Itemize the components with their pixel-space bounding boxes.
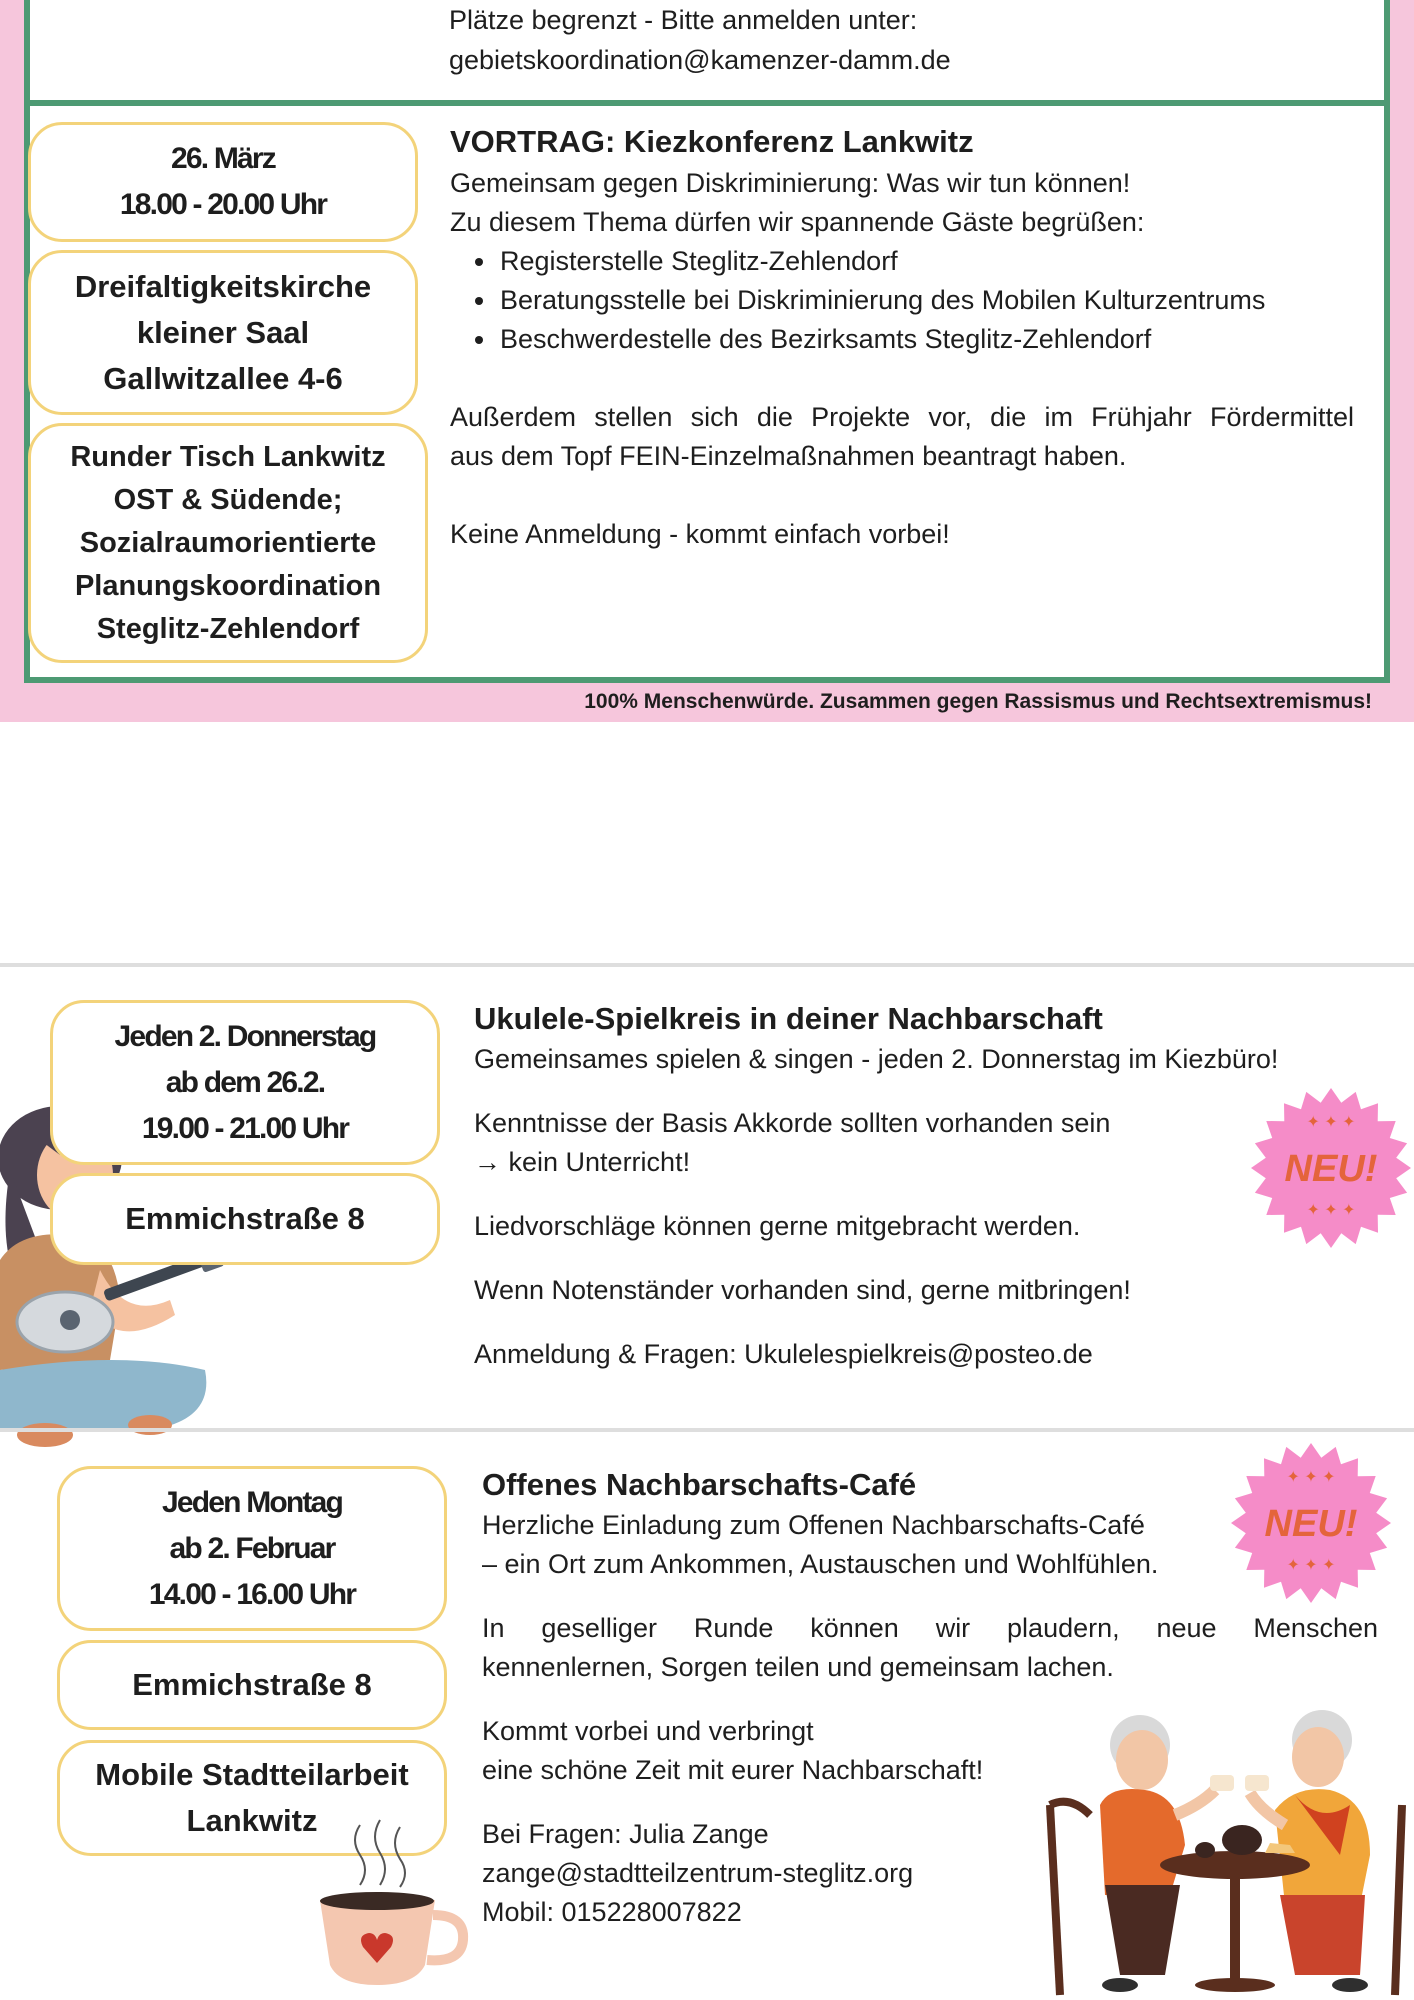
new-badge	[1228, 1440, 1394, 1606]
sparkle-icon: ✦ ✦ ✦	[1286, 1469, 1336, 1486]
event3-schedule-pill	[57, 1466, 447, 1631]
event2-stands-text: Wenn Notenständer vorhanden sind, gerne mitbringen!	[474, 1275, 1131, 1305]
event1-organizer-pill	[28, 423, 428, 663]
event1-details	[450, 120, 1354, 554]
guest-list-item: • Beratungsstelle bei Diskriminierung des Mobilen Kulturzentrums	[498, 281, 1354, 320]
event1-organizer-line: OST & Südende;	[113, 483, 343, 516]
event3-title: Offenes Nachbarschafts-Café	[482, 1467, 917, 1502]
event3-schedule-line: 14.00 - 16.00 Uhr	[148, 1577, 356, 1611]
new-badge-text: NEU!	[1264, 1503, 1358, 1546]
new-badge	[1248, 1085, 1414, 1251]
event3-contact-phone[interactable]: Mobil: 015228007822	[482, 1897, 742, 1927]
event3-organizer-line: Mobile Stadtteilarbeit	[95, 1757, 409, 1792]
event1-location-line: kleiner Saal	[136, 314, 310, 350]
registration-limit-text: Plätze begrenzt - Bitte anmelden unter:	[449, 5, 918, 35]
event3-round-text: In geselliger Runde können wir plaudern, neue Menschen	[482, 1613, 1378, 1643]
guest-list-item: • Registerstelle Steglitz-Zehlendorf	[498, 242, 1354, 281]
event3-invite-cont: – ein Ort zum Ankommen, Austauschen und Wohlfühlen.	[482, 1549, 1159, 1579]
event3-invite: Herzliche Einladung zum Offenen Nachbarschafts-Café	[482, 1510, 1145, 1540]
event1-time: 18.00 - 20.00 Uhr	[119, 188, 327, 221]
senior-women-coffee-illustration	[1050, 1695, 1414, 2000]
guest-list-item: • Beschwerdestelle des Bezirksamts Steglitz-Zehlendorf	[498, 320, 1354, 359]
event2-subtitle: Gemeinsames spielen & singen - jeden 2. Donnerstag im Kiezbüro!	[474, 1044, 1279, 1074]
coffee-cup-illustration	[315, 1815, 475, 1990]
event2-contact[interactable]: Anmeldung & Fragen: Ukulelespielkreis@posteo.de	[474, 1339, 1093, 1369]
event2-details	[474, 998, 1354, 1374]
event2-schedule-pill	[50, 1000, 440, 1165]
event2-songs-text: Liedvorschläge können gerne mitgebracht werden.	[474, 1211, 1081, 1241]
event2-location-pill	[50, 1173, 440, 1265]
event1-location-line: Dreifaltigkeitskirche	[74, 268, 372, 304]
event1-intro: Zu diesem Thema dürfen wir spannende Gäste begrüßen:	[450, 207, 1145, 237]
sparkle-icon: ✦ ✦ ✦	[1306, 1114, 1356, 1131]
frame-divider	[24, 100, 1390, 106]
event1-location-line: Gallwitzallee 4-6	[103, 360, 343, 396]
sparkle-icon: ✦ ✦ ✦	[1286, 1557, 1336, 1574]
event1-organizer-line: Planungskoordination	[74, 569, 382, 602]
event1-note: Keine Anmeldung - kommt einfach vorbei!	[450, 519, 950, 549]
event2-title: Ukulele-Spielkreis in deiner Nachbarschaft	[474, 1001, 1103, 1036]
event3-contact-email[interactable]: zange@stadtteilzentrum-steglitz.org	[482, 1858, 914, 1888]
section-separator	[0, 963, 1414, 967]
event2-requirements-note: → kein Unterricht!	[474, 1147, 691, 1177]
event3-location-pill	[57, 1640, 447, 1730]
section-separator	[0, 1428, 1414, 1432]
event1-location-pill	[28, 250, 418, 415]
new-badge-text: NEU!	[1284, 1148, 1378, 1191]
event1-projects-text: Außerdem stellen sich die Projekte vor, die im Frühjahr Fördermittel	[450, 402, 1354, 432]
event1-date-pill	[28, 122, 418, 242]
event3-contact-name: Bei Fragen: Julia Zange	[482, 1819, 769, 1849]
event1-date: 26. März	[171, 142, 275, 175]
registration-note	[449, 0, 951, 80]
event2-schedule-line: ab dem 26.2.	[165, 1065, 325, 1099]
event2-schedule-line: Jeden 2. Donnerstag	[114, 1019, 376, 1053]
slogan: 100% Menschenwürde. Zusammen gegen Rassismus und Rechtsextremismus!	[584, 690, 1372, 713]
event2-requirements: Kenntnisse der Basis Akkorde sollten vorhanden sein	[474, 1108, 1111, 1138]
event1-organizer-line: Steglitz-Zehlendorf	[96, 612, 360, 645]
event3-come-text-cont: eine schöne Zeit mit eurer Nachbarschaft!	[482, 1755, 984, 1785]
event2-location: Emmichstraße 8	[125, 1201, 365, 1236]
event3-schedule-line: Jeden Montag	[161, 1485, 343, 1519]
event2-schedule-line: 19.00 - 21.00 Uhr	[141, 1111, 349, 1145]
sparkle-icon: ✦ ✦ ✦	[1306, 1202, 1356, 1219]
event3-organizer-line: Lankwitz	[186, 1803, 318, 1838]
registration-email[interactable]: gebietskoordination@kamenzer-damm.de	[449, 45, 951, 75]
event3-round-text-cont: kennenlernen, Sorgen teilen und gemeinsam lachen.	[482, 1652, 1114, 1682]
event3-schedule-line: ab 2. Februar	[169, 1531, 335, 1565]
event1-guest-list	[450, 242, 1354, 359]
event1-organizer-line: Sozialraumorientierte	[79, 526, 377, 559]
event1-organizer-line: Runder Tisch Lankwitz	[70, 440, 386, 473]
event3-location: Emmichstraße 8	[132, 1667, 372, 1702]
event1-title: VORTRAG: Kiezkonferenz Lankwitz	[450, 124, 974, 159]
event1-projects-text-cont: aus dem Topf FEIN-Einzelmaßnahmen beantragt haben.	[450, 441, 1127, 471]
event1-subtitle: Gemeinsam gegen Diskriminierung: Was wir tun können!	[450, 168, 1131, 198]
event3-come-text: Kommt vorbei und verbringt	[482, 1716, 814, 1746]
